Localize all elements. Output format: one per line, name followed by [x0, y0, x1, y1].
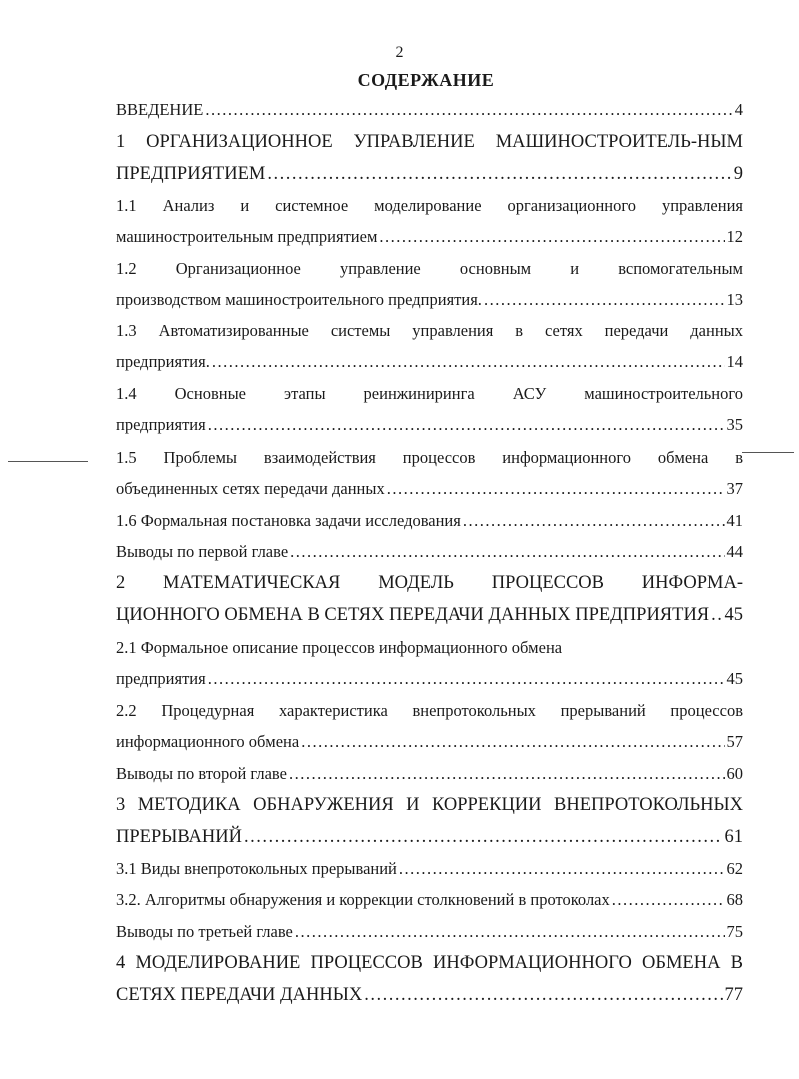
toc-page-number: 4 — [734, 100, 743, 119]
dot-leader — [364, 981, 722, 1009]
toc-entry-title: 1.6 Формальная постановка задачи исследования — [116, 511, 461, 530]
dot-leader — [208, 665, 725, 693]
toc-page-number: 68 — [726, 890, 743, 909]
toc-entry-title-line: 1.5 Проблемы взаимодействия процессов информационного обмена в — [116, 448, 743, 467]
toc-page-number: 12 — [726, 227, 743, 246]
toc-page-number: 75 — [726, 922, 743, 941]
toc-entry-title-line: 3 МЕТОДИКА ОБНАРУЖЕНИЯ И КОРРЕКЦИИ ВНЕПРОТОКОЛЬНЫХ — [116, 795, 743, 815]
toc-entry-title-line: 1.1 Анализ и системное моделирование организационного управления — [116, 196, 743, 215]
dot-leader — [295, 918, 725, 946]
toc-page-number: 35 — [726, 415, 743, 434]
page-number: 2 — [395, 44, 404, 61]
toc-page-number: 61 — [724, 827, 743, 847]
dot-leader — [205, 96, 732, 124]
toc-page-number: 45 — [724, 605, 743, 625]
dot-leader — [208, 411, 725, 439]
toc-page-number: 45 — [726, 669, 743, 688]
toc-entry-title-line: 2.1 Формальное описание процессов информационного обмена — [116, 638, 563, 657]
toc-entry-title: Выводы по второй главе — [116, 764, 287, 783]
dot-leader — [301, 728, 724, 756]
toc-entry-title: СЕТЯХ ПЕРЕДАЧИ ДАННЫХ — [116, 985, 363, 1005]
toc-entry-title: предприятия. — [116, 352, 210, 371]
dot-leader — [612, 886, 725, 914]
toc-entry-title-line: 1.3 Автоматизированные системы управления в сетях передачи данных — [116, 321, 743, 340]
toc-page-number: 37 — [726, 479, 743, 498]
toc-page-number: 41 — [726, 511, 743, 530]
toc-entry-title: Выводы по первой главе — [116, 542, 289, 561]
toc-entry-title: 3.1 Виды внепротокольных прерываний — [116, 859, 397, 878]
dot-leader — [267, 160, 731, 188]
toc-entry-title-line: 1.4 Основные этапы реинжиниринга АСУ машиностроительного — [116, 384, 743, 403]
toc-page-number: 57 — [726, 732, 743, 751]
dot-leader — [290, 538, 724, 566]
toc-entry-title: Выводы по третьей главе — [116, 922, 293, 941]
toc-page-number: 9 — [733, 164, 743, 184]
dot-leader — [463, 507, 725, 535]
toc-entry-title: объединенных сетях передачи данных — [116, 479, 385, 498]
dot-leader — [289, 760, 725, 788]
toc-page-number: 77 — [724, 985, 743, 1005]
toc-entry-title: предприятия — [116, 415, 206, 434]
toc-entry-title-line: 2.2 Процедурная характеристика внепротокольных прерываний процессов — [116, 701, 743, 720]
dot-leader — [399, 855, 725, 883]
toc-entry-title-line: 2 МАТЕМАТИЧЕСКАЯ МОДЕЛЬ ПРОЦЕССОВ ИНФОРМА- — [116, 573, 743, 593]
dot-leader — [379, 223, 724, 251]
scan-artifact-line-left — [8, 461, 88, 462]
page-title: СОДЕРЖАНИЕ — [357, 70, 495, 90]
toc-page-number: 44 — [726, 542, 743, 561]
toc-entry-title-line: 1.2 Организационное управление основным и вспомогательным — [116, 259, 743, 278]
toc-entry-title: ЦИОННОГО ОБМЕНА В СЕТЯХ ПЕРЕДАЧИ ДАННЫХ ПРЕДПРИЯТИЯ — [116, 605, 710, 625]
dot-leader — [244, 823, 723, 851]
toc-entry-title: ПРЕДПРИЯТИЕМ — [116, 164, 266, 184]
toc-entry-title: информационного обмена — [116, 732, 300, 751]
toc-page-number: 62 — [726, 859, 743, 878]
toc-entry-title: предприятия — [116, 669, 206, 688]
toc-page-number: 13 — [726, 290, 743, 309]
dot-leader — [711, 601, 722, 629]
toc-entry-title: 3.2. Алгоритмы обнаружения и коррекции столкновений в протоколах — [116, 890, 610, 909]
toc-entry-title-line: 4 МОДЕЛИРОВАНИЕ ПРОЦЕССОВ ИНФОРМАЦИОННОГО ОБМЕНА В — [116, 953, 743, 973]
dot-leader — [484, 286, 725, 314]
dot-leader — [212, 348, 725, 376]
toc-page-number: 14 — [726, 352, 743, 371]
toc-entry-title: машиностроительным предприятием — [116, 227, 378, 246]
toc-page-number: 60 — [726, 764, 743, 783]
dot-leader — [387, 475, 725, 503]
toc-entry-title: ВВЕДЕНИЕ — [116, 100, 204, 119]
toc-entry-title: ПРЕРЫВАНИЙ — [116, 827, 242, 847]
scan-artifact-line-right — [742, 452, 794, 453]
toc-entry-title: производством машиностроительного предприятия. — [116, 290, 482, 309]
toc-entry-title-line: 1 ОРГАНИЗАЦИОННОЕ УПРАВЛЕНИЕ МАШИНОСТРОИТЕЛЬ-НЫМ — [116, 132, 743, 152]
